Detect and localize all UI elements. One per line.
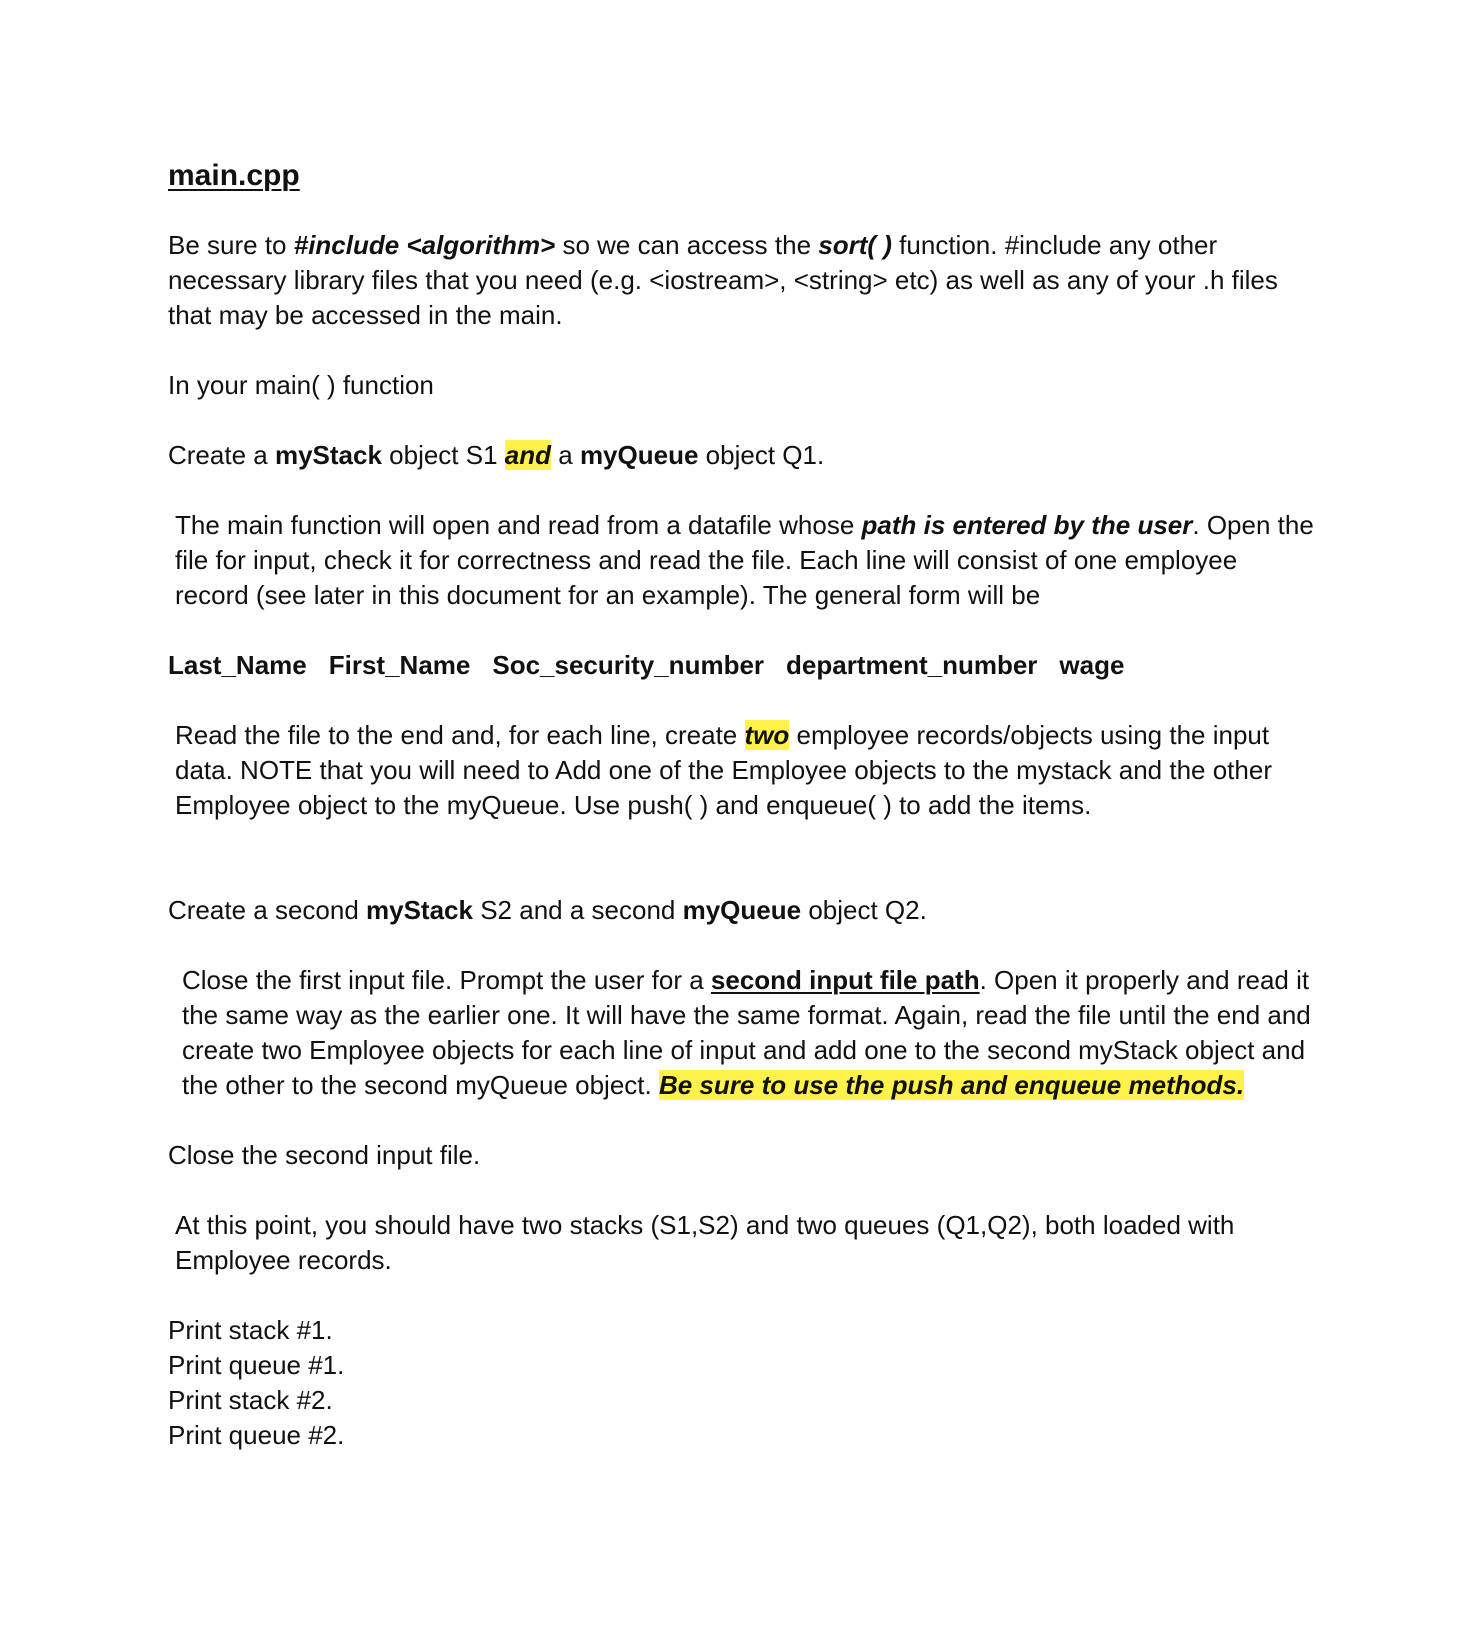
text: . Open it properly and read it the same way as the earlier one. It will have the same format. Again, read the file until the end and create two Employee objects for each line of input and add one to the second myStack object and the other to the second myQueue object. — [182, 965, 1311, 1100]
paragraph-second-file — [168, 963, 1318, 1103]
text: employee records/objects using the input data. NOTE that you will need to Add one of the Employee objects to the mystack and the other Employee object to the myQueue. Use push( ) and enqueue( ) to add the items. — [175, 720, 1272, 820]
text: Create a second — [168, 895, 367, 925]
text: a — [551, 440, 580, 470]
paragraph-include — [168, 228, 1318, 333]
print-item: Print queue #2. — [168, 1420, 345, 1450]
field-department: department_number — [786, 650, 1038, 680]
paragraph-create-objects — [168, 438, 1318, 473]
field-last-name: Last_Name — [168, 650, 307, 680]
paragraph-create-second — [168, 893, 1318, 928]
document-page — [168, 156, 1318, 1453]
paragraph-close-second: Close the second input file. — [168, 1140, 481, 1170]
push-enqueue-note: Be sure to use the push and enqueue methods. — [658, 1070, 1245, 1100]
field-ssn: Soc_security_number — [492, 650, 765, 680]
include-algorithm: #include <algorithm> — [293, 230, 556, 260]
field-first-name: First_Name — [328, 650, 471, 680]
text: function. #include any other necessary library files that you need (e.g. <iostream>, <string> etc) as well as any of your .h files that may be accessed in the main. — [168, 230, 1278, 330]
text: Close the first input file. Prompt the user for a — [182, 965, 711, 995]
and-highlight: and — [504, 440, 552, 470]
path-emphasis: path is entered by the user — [861, 510, 1193, 540]
text: Read the file to the end and, for each line, create — [175, 720, 745, 750]
mystack-keyword: myStack — [366, 895, 473, 925]
myqueue-keyword: myQueue — [579, 440, 699, 470]
text: object Q1. — [698, 440, 825, 470]
text: object S1 — [381, 440, 505, 470]
text: Create a — [168, 440, 275, 470]
paragraph-open-file — [168, 508, 1318, 613]
mystack-keyword: myStack — [274, 440, 382, 470]
text: The main function will open and read from a datafile whose — [175, 510, 862, 540]
text: S2 and a second — [472, 895, 683, 925]
field-wage: wage — [1059, 650, 1125, 680]
print-item: Print queue #1. — [168, 1350, 345, 1380]
second-path-emphasis: second input file path — [710, 965, 980, 995]
paragraph-at-this-point: At this point, you should have two stacks (S1,S2) and two queues (Q1,Q2), both loaded with Employee records. — [175, 1210, 1235, 1275]
paragraph-read-file — [168, 718, 1318, 823]
print-list — [168, 1313, 1318, 1453]
record-format — [168, 648, 1318, 683]
text: object Q2. — [801, 895, 927, 925]
print-item: Print stack #1. — [168, 1315, 333, 1345]
page-title: main.cpp — [168, 159, 300, 192]
sort-function: sort( ) — [818, 230, 892, 260]
paragraph-main-function: In your main( ) function — [168, 370, 434, 400]
two-highlight: two — [744, 720, 790, 750]
text: Be sure to — [168, 230, 294, 260]
text: so we can access the — [555, 230, 819, 260]
print-item: Print stack #2. — [168, 1385, 333, 1415]
text: . Open the file for input, check it for correctness and read the file. Each line will consist of one employee record (see later in this document for an example). The general form will be — [175, 510, 1314, 610]
myqueue-keyword: myQueue — [682, 895, 802, 925]
